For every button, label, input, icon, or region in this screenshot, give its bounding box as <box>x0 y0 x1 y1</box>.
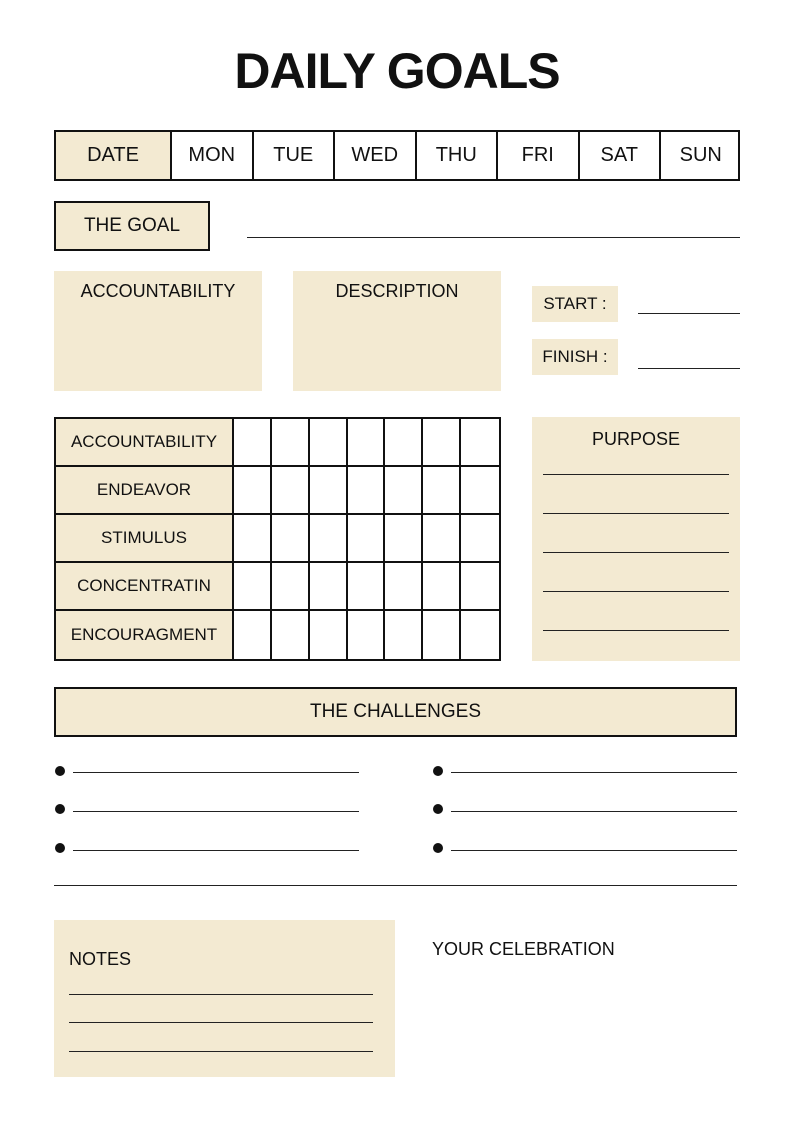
tracker-cell[interactable] <box>310 419 348 467</box>
purpose-line[interactable] <box>543 591 729 592</box>
finish-label: FINISH : <box>532 339 618 375</box>
purpose-line[interactable] <box>543 630 729 631</box>
purpose-box <box>532 417 740 661</box>
challenge-line[interactable] <box>73 811 359 812</box>
bullet-icon <box>433 804 443 814</box>
section-divider <box>54 885 737 886</box>
tracker-cell[interactable] <box>423 611 461 659</box>
day-thu[interactable]: THU <box>415 132 497 179</box>
start-line[interactable] <box>638 313 740 314</box>
purpose-line[interactable] <box>543 552 729 553</box>
notes-line[interactable] <box>69 994 373 995</box>
tracker-cell[interactable] <box>423 563 461 611</box>
notes-box <box>54 920 395 1077</box>
description-box[interactable] <box>293 271 501 391</box>
challenge-line[interactable] <box>73 850 359 851</box>
bullet-icon <box>433 766 443 776</box>
notes-line[interactable] <box>69 1022 373 1023</box>
tracker-cell[interactable] <box>272 467 310 515</box>
celebration-label: YOUR CELEBRATION <box>432 939 615 959</box>
tracker-cell[interactable] <box>234 419 272 467</box>
tracker-row-label: CONCENTRATIN <box>56 563 234 611</box>
accountability-box-label: ACCOUNTABILITY <box>80 281 236 301</box>
challenge-line[interactable] <box>451 811 737 812</box>
tracker-cell[interactable] <box>234 467 272 515</box>
goal-line[interactable] <box>247 237 740 238</box>
tracker-cell[interactable] <box>385 611 423 659</box>
notes-line[interactable] <box>69 1051 373 1052</box>
day-wed[interactable]: WED <box>333 132 415 179</box>
tracker-cell[interactable] <box>272 611 310 659</box>
tracker-cell[interactable] <box>272 515 310 563</box>
tracker-cell[interactable] <box>461 467 499 515</box>
page-title: DAILY GOALS <box>234 43 560 99</box>
tracker-cell[interactable] <box>423 515 461 563</box>
tracker-cell[interactable] <box>310 515 348 563</box>
tracker-cell[interactable] <box>310 467 348 515</box>
bullet-icon <box>55 843 65 853</box>
finish-line[interactable] <box>638 368 740 369</box>
tracker-cell[interactable] <box>348 419 386 467</box>
goal-label: THE GOAL <box>54 201 210 251</box>
tracker-cell[interactable] <box>461 419 499 467</box>
tracker-cell[interactable] <box>348 563 386 611</box>
tracker-row-label: ENCOURAGMENT <box>56 611 234 659</box>
habit-tracker-grid <box>54 417 501 661</box>
tracker-row-label: ACCOUNTABILITY <box>56 419 234 467</box>
tracker-cell[interactable] <box>385 467 423 515</box>
bullet-icon <box>433 843 443 853</box>
challenge-line[interactable] <box>451 850 737 851</box>
start-label: START : <box>532 286 618 322</box>
day-tue[interactable]: TUE <box>252 132 334 179</box>
tracker-cell[interactable] <box>461 563 499 611</box>
description-box-label: DESCRIPTION <box>335 281 459 301</box>
challenge-line[interactable] <box>73 772 359 773</box>
tracker-cell[interactable] <box>310 563 348 611</box>
tracker-cell[interactable] <box>385 515 423 563</box>
purpose-line[interactable] <box>543 513 729 514</box>
accountability-box[interactable] <box>54 271 262 391</box>
day-sun[interactable]: SUN <box>659 132 741 179</box>
tracker-cell[interactable] <box>310 611 348 659</box>
tracker-cell[interactable] <box>272 563 310 611</box>
tracker-cell[interactable] <box>234 611 272 659</box>
day-selector <box>54 130 740 181</box>
bullet-icon <box>55 804 65 814</box>
date-cell: DATE <box>56 132 170 179</box>
tracker-cell[interactable] <box>272 419 310 467</box>
tracker-cell[interactable] <box>385 563 423 611</box>
tracker-cell[interactable] <box>348 611 386 659</box>
challenges-header: THE CHALLENGES <box>54 687 737 737</box>
tracker-cell[interactable] <box>461 515 499 563</box>
tracker-cell[interactable] <box>234 515 272 563</box>
day-mon[interactable]: MON <box>170 132 252 179</box>
challenge-line[interactable] <box>451 772 737 773</box>
purpose-label: PURPOSE <box>591 429 681 449</box>
tracker-cell[interactable] <box>423 419 461 467</box>
tracker-cell[interactable] <box>348 515 386 563</box>
notes-label: NOTES <box>69 949 132 969</box>
tracker-cell[interactable] <box>385 419 423 467</box>
tracker-row-label: STIMULUS <box>56 515 234 563</box>
tracker-cell[interactable] <box>461 611 499 659</box>
day-sat[interactable]: SAT <box>578 132 660 179</box>
bullet-icon <box>55 766 65 776</box>
tracker-row-label: ENDEAVOR <box>56 467 234 515</box>
tracker-cell[interactable] <box>348 467 386 515</box>
day-fri[interactable]: FRI <box>496 132 578 179</box>
tracker-cell[interactable] <box>234 563 272 611</box>
purpose-line[interactable] <box>543 474 729 475</box>
tracker-cell[interactable] <box>423 467 461 515</box>
